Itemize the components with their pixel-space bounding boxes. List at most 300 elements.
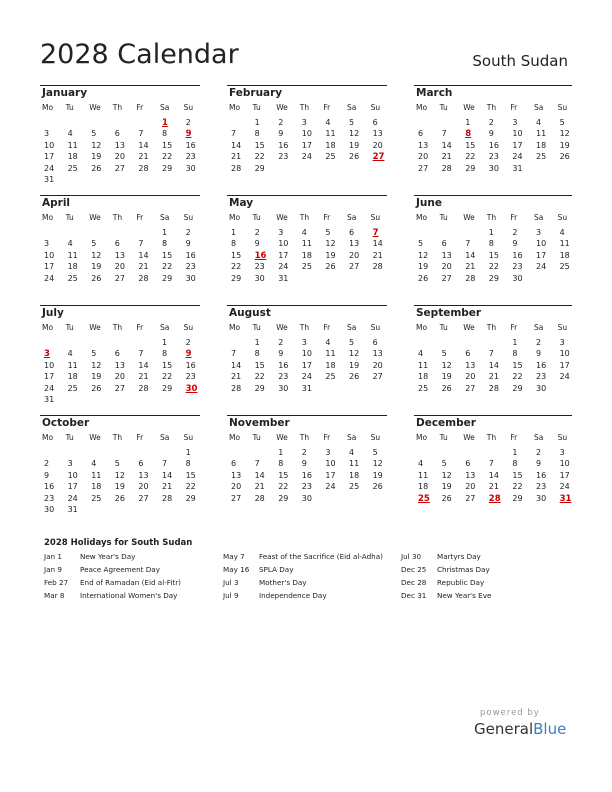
weekday-label: Th: [299, 103, 310, 112]
day-cell: 24: [325, 482, 336, 492]
weekday-label: Su: [183, 323, 194, 332]
month-december: [414, 415, 572, 518]
weekday-label: Mo: [416, 103, 428, 112]
day-cell: 21: [138, 372, 149, 382]
month-name: March: [416, 87, 453, 99]
month-march: [414, 85, 572, 188]
day-cell: 30: [185, 273, 196, 283]
day-cell: 28: [372, 262, 383, 272]
weekday-label: Tu: [439, 433, 448, 442]
weekday-label: Su: [557, 323, 568, 332]
holidays-title: 2028 Holidays for South Sudan: [44, 538, 193, 548]
holiday-date: Jan 1: [44, 552, 62, 561]
day-cell: 13: [114, 250, 125, 260]
month-name: August: [229, 307, 271, 319]
day-cell: 25: [536, 152, 547, 162]
holiday-day: 16: [254, 250, 267, 261]
day-cell: 25: [67, 383, 78, 393]
day-cell: 27: [418, 163, 429, 173]
day-cell: 4: [301, 228, 307, 237]
holiday-date: Dec 28: [401, 578, 427, 587]
day-cell: 3: [512, 118, 518, 127]
weekday-label: Su: [183, 213, 194, 222]
weekday-label: Fr: [136, 323, 144, 332]
day-cell: 5: [418, 239, 424, 249]
weekday-label: Su: [370, 103, 381, 112]
page-title: 2028 Calendar: [40, 39, 239, 70]
day-cell: 26: [114, 493, 125, 503]
day-cell: 27: [114, 163, 125, 173]
day-cell: 27: [465, 493, 476, 503]
weekday-label: Th: [486, 323, 497, 332]
day-cell: 19: [91, 262, 102, 272]
holiday-column-3: [401, 552, 571, 604]
day-cell: 7: [138, 129, 144, 139]
weekday-label: We: [89, 323, 101, 332]
day-cell: 14: [488, 360, 499, 370]
day-cell: 2: [278, 338, 284, 347]
day-cell: 15: [278, 470, 289, 480]
day-cell: 3: [44, 239, 50, 249]
weekday-label: We: [276, 103, 288, 112]
day-cell: 5: [441, 349, 447, 359]
holiday-name: Independence Day: [259, 591, 327, 600]
weekday-label: Mo: [229, 433, 241, 442]
day-cell: 13: [231, 470, 242, 480]
day-cell: 18: [418, 482, 429, 492]
day-cell: 9: [278, 129, 284, 139]
day-cell: 26: [349, 372, 360, 382]
day-cell: 11: [67, 360, 78, 370]
day-cell: 19: [91, 152, 102, 162]
day-cell: 28: [254, 493, 265, 503]
day-cell: 9: [44, 470, 50, 480]
day-cell: 17: [44, 152, 55, 162]
day-cell: 4: [536, 118, 542, 127]
day-cell: 2: [44, 459, 50, 469]
day-cell: 7: [441, 129, 447, 139]
day-cell: 13: [465, 470, 476, 480]
holiday-date: Dec 31: [401, 591, 427, 600]
day-cell: 8: [162, 349, 168, 359]
day-cell: 20: [372, 360, 383, 370]
weekday-label: Mo: [42, 323, 54, 332]
day-cell: 26: [441, 493, 452, 503]
day-cell: 2: [185, 228, 191, 237]
weekday-label: Mo: [229, 323, 241, 332]
day-cell: 2: [536, 338, 542, 347]
holiday-name: New Year's Eve: [437, 591, 492, 600]
day-cell: 22: [162, 372, 173, 382]
day-cell: 10: [559, 459, 570, 469]
day-cell: 5: [91, 129, 97, 139]
day-cell: 30: [512, 273, 523, 283]
weekday-label: Tu: [439, 103, 448, 112]
weekday-label: Tu: [439, 213, 448, 222]
day-cell: 25: [325, 372, 336, 382]
day-cell: 18: [67, 152, 78, 162]
day-cell: 21: [488, 372, 499, 382]
holiday-name: International Women's Day: [80, 591, 178, 600]
day-cell: 11: [301, 239, 312, 249]
day-cell: 15: [231, 250, 242, 260]
day-cell: 24: [559, 372, 570, 382]
weekday-label: Mo: [416, 323, 428, 332]
day-cell: 11: [67, 140, 78, 150]
day-cell: 19: [349, 360, 360, 370]
day-cell: 20: [465, 372, 476, 382]
day-cell: 14: [231, 140, 242, 150]
day-cell: 19: [91, 372, 102, 382]
weekday-label: Su: [370, 213, 381, 222]
weekday-label: We: [463, 103, 475, 112]
day-cell: 27: [231, 493, 242, 503]
day-cell: 21: [138, 152, 149, 162]
day-cell: 11: [559, 239, 570, 249]
day-cell: 15: [162, 360, 173, 370]
day-cell: 15: [162, 140, 173, 150]
holiday-row: [401, 552, 571, 565]
month-november: [227, 415, 387, 518]
holiday-date: Jan 9: [44, 565, 62, 574]
weekday-label: Fr: [323, 213, 331, 222]
month-august: [227, 305, 387, 408]
day-cell: 24: [559, 482, 570, 492]
day-cell: 26: [559, 152, 570, 162]
day-cell: 13: [441, 250, 452, 260]
month-name: December: [416, 417, 476, 429]
day-cell: 15: [185, 470, 196, 480]
weekday-label: Fr: [323, 323, 331, 332]
day-cell: 9: [301, 459, 307, 469]
weekday-label: Fr: [510, 433, 518, 442]
day-cell: 7: [488, 349, 494, 359]
day-cell: 27: [465, 383, 476, 393]
holiday-row: [223, 565, 398, 578]
day-cell: 10: [278, 239, 289, 249]
month-october: [40, 415, 200, 518]
day-cell: 12: [349, 349, 360, 359]
day-cell: 6: [465, 349, 471, 359]
holiday-row: [401, 591, 571, 604]
day-cell: 11: [536, 129, 547, 139]
day-cell: 7: [138, 349, 144, 359]
day-cell: 24: [301, 372, 312, 382]
weekday-label: We: [463, 323, 475, 332]
day-cell: 5: [349, 118, 355, 127]
day-cell: 31: [44, 175, 55, 184]
weekday-label: Th: [112, 433, 123, 442]
day-cell: 21: [254, 482, 265, 492]
day-cell: 26: [91, 383, 102, 393]
day-cell: 28: [231, 383, 242, 393]
day-cell: 2: [254, 228, 260, 237]
day-cell: 5: [372, 448, 378, 457]
day-cell: 9: [185, 239, 191, 249]
day-cell: 16: [536, 360, 547, 370]
weekday-label: Mo: [42, 433, 54, 442]
holiday-row: [401, 578, 571, 591]
day-cell: 22: [162, 262, 173, 272]
day-cell: 20: [114, 152, 125, 162]
day-cell: 12: [91, 140, 102, 150]
day-cell: 18: [301, 250, 312, 260]
weekday-label: Mo: [42, 103, 54, 112]
day-cell: 24: [301, 152, 312, 162]
day-cell: 31: [512, 163, 523, 173]
weekday-label: Fr: [510, 323, 518, 332]
day-cell: 29: [512, 383, 523, 393]
day-cell: 14: [372, 239, 383, 249]
day-cell: 18: [536, 140, 547, 150]
day-cell: 9: [278, 349, 284, 359]
weekday-label: Mo: [229, 213, 241, 222]
day-cell: 22: [512, 482, 523, 492]
day-cell: 22: [162, 152, 173, 162]
weekday-label: Th: [112, 103, 123, 112]
day-cell: 1: [512, 338, 518, 347]
day-cell: 13: [114, 360, 125, 370]
day-cell: 7: [162, 459, 168, 469]
month-february: [227, 85, 387, 188]
day-cell: 13: [465, 360, 476, 370]
day-cell: 26: [325, 262, 336, 272]
holiday-day: 28: [488, 493, 501, 504]
day-cell: 12: [372, 459, 383, 469]
day-cell: 13: [372, 129, 383, 139]
month-name: April: [42, 197, 71, 209]
day-cell: 19: [349, 140, 360, 150]
day-cell: 20: [465, 482, 476, 492]
day-cell: 16: [278, 360, 289, 370]
weekday-label: Fr: [136, 103, 144, 112]
day-cell: 6: [231, 459, 237, 469]
day-cell: 28: [441, 163, 452, 173]
day-cell: 14: [138, 360, 149, 370]
holiday-day: 1: [162, 118, 168, 128]
day-cell: 30: [536, 493, 547, 503]
day-cell: 17: [44, 372, 55, 382]
weekday-label: We: [89, 103, 101, 112]
day-cell: 14: [254, 470, 265, 480]
day-cell: 7: [254, 459, 260, 469]
day-cell: 23: [488, 152, 499, 162]
weekday-label: Th: [299, 323, 310, 332]
day-cell: 7: [488, 459, 494, 469]
day-cell: 11: [349, 459, 360, 469]
weekday-label: Sa: [534, 103, 544, 112]
day-cell: 20: [441, 262, 452, 272]
day-cell: 24: [44, 273, 55, 283]
day-cell: 10: [44, 250, 55, 260]
day-cell: 12: [441, 360, 452, 370]
day-cell: 6: [372, 338, 378, 347]
day-cell: 20: [349, 250, 360, 260]
country-name: South Sudan: [472, 52, 568, 70]
month-name: January: [42, 87, 88, 99]
brand-general: General: [474, 720, 534, 738]
day-cell: 12: [559, 129, 570, 139]
day-cell: 6: [372, 118, 378, 127]
day-cell: 17: [67, 482, 78, 492]
day-cell: 13: [114, 140, 125, 150]
weekday-label: Fr: [136, 213, 144, 222]
month-name: May: [229, 197, 254, 209]
day-cell: 2: [536, 448, 542, 457]
day-cell: 26: [349, 152, 360, 162]
weekday-label: Su: [557, 433, 568, 442]
day-cell: 16: [44, 482, 55, 492]
month-name: June: [416, 197, 442, 209]
day-cell: 10: [559, 349, 570, 359]
day-cell: 6: [114, 239, 120, 249]
day-cell: 10: [536, 239, 547, 249]
day-cell: 13: [349, 239, 360, 249]
day-cell: 16: [536, 470, 547, 480]
day-cell: 22: [488, 262, 499, 272]
day-cell: 21: [465, 262, 476, 272]
day-cell: 21: [372, 250, 383, 260]
holiday-date: Jul 9: [223, 591, 239, 600]
day-cell: 1: [254, 118, 260, 127]
day-cell: 29: [162, 383, 173, 393]
month-june: [414, 195, 572, 298]
day-cell: 1: [488, 228, 494, 237]
weekday-label: Mo: [416, 433, 428, 442]
day-cell: 1: [162, 228, 168, 237]
day-cell: 23: [185, 152, 196, 162]
day-cell: 30: [254, 273, 265, 283]
day-cell: 21: [138, 262, 149, 272]
day-cell: 15: [465, 140, 476, 150]
day-cell: 1: [278, 448, 284, 457]
weekday-label: Sa: [160, 213, 170, 222]
holiday-date: May 7: [223, 552, 245, 561]
day-cell: 16: [488, 140, 499, 150]
day-cell: 18: [67, 262, 78, 272]
holiday-row: [223, 578, 398, 591]
day-cell: 12: [349, 129, 360, 139]
day-cell: 3: [44, 129, 50, 139]
day-cell: 23: [536, 372, 547, 382]
holiday-day: 31: [559, 493, 572, 504]
day-cell: 22: [254, 152, 265, 162]
holiday-name: End of Ramadan (Eid al-Fitr): [80, 578, 181, 587]
weekday-label: Tu: [252, 433, 261, 442]
holiday-day: 7: [372, 228, 379, 238]
day-cell: 25: [418, 383, 429, 393]
day-cell: 14: [488, 470, 499, 480]
day-cell: 19: [325, 250, 336, 260]
holiday-date: Mar 8: [44, 591, 65, 600]
day-cell: 23: [254, 262, 265, 272]
day-cell: 26: [91, 163, 102, 173]
weekday-label: We: [276, 323, 288, 332]
holiday-row: [44, 578, 214, 591]
day-cell: 20: [114, 372, 125, 382]
weekday-label: Th: [299, 433, 310, 442]
day-cell: 21: [231, 372, 242, 382]
day-cell: 20: [418, 152, 429, 162]
day-cell: 8: [162, 129, 168, 139]
day-cell: 31: [44, 395, 55, 404]
day-cell: 19: [559, 140, 570, 150]
day-cell: 19: [441, 372, 452, 382]
weekday-label: Su: [557, 213, 568, 222]
day-cell: 10: [512, 129, 523, 139]
day-cell: 21: [231, 152, 242, 162]
day-cell: 11: [418, 360, 429, 370]
day-cell: 4: [91, 459, 97, 469]
weekday-label: Fr: [136, 433, 144, 442]
day-cell: 26: [418, 273, 429, 283]
day-cell: 4: [418, 459, 424, 469]
day-cell: 13: [418, 140, 429, 150]
weekday-label: Sa: [347, 323, 357, 332]
day-cell: 30: [185, 163, 196, 173]
day-cell: 30: [278, 383, 289, 393]
day-cell: 29: [488, 273, 499, 283]
day-cell: 4: [67, 239, 73, 249]
day-cell: 24: [67, 493, 78, 503]
day-cell: 13: [138, 470, 149, 480]
holiday-date: Feb 27: [44, 578, 69, 587]
day-cell: 16: [185, 140, 196, 150]
day-cell: 24: [44, 383, 55, 393]
day-cell: 27: [138, 493, 149, 503]
day-cell: 12: [325, 239, 336, 249]
day-cell: 5: [91, 349, 97, 359]
weekday-label: Fr: [323, 103, 331, 112]
day-cell: 17: [44, 262, 55, 272]
day-cell: 29: [254, 163, 265, 173]
generalblue-logo[interactable]: [474, 720, 566, 739]
day-cell: 1: [231, 228, 237, 237]
day-cell: 6: [418, 129, 424, 139]
day-cell: 3: [559, 448, 565, 457]
day-cell: 16: [301, 470, 312, 480]
day-cell: 15: [254, 360, 265, 370]
day-cell: 22: [465, 152, 476, 162]
day-cell: 29: [231, 273, 242, 283]
brand-blue: Blue: [533, 720, 567, 738]
holiday-column-2: [223, 552, 398, 604]
day-cell: 10: [44, 360, 55, 370]
day-cell: 4: [67, 349, 73, 359]
day-cell: 4: [418, 349, 424, 359]
holiday-day: 9: [185, 129, 192, 140]
day-cell: 5: [91, 239, 97, 249]
day-cell: 23: [44, 493, 55, 503]
day-cell: 22: [278, 482, 289, 492]
day-cell: 15: [512, 360, 523, 370]
day-cell: 1: [254, 338, 260, 347]
day-cell: 2: [488, 118, 494, 127]
day-cell: 28: [138, 273, 149, 283]
day-cell: 11: [325, 349, 336, 359]
weekday-label: Fr: [510, 103, 518, 112]
day-cell: 17: [512, 140, 523, 150]
weekday-label: Sa: [534, 213, 544, 222]
month-may: [227, 195, 387, 298]
day-cell: 23: [185, 372, 196, 382]
day-cell: 18: [325, 360, 336, 370]
day-cell: 5: [349, 338, 355, 347]
day-cell: 22: [254, 372, 265, 382]
holiday-row: [401, 565, 571, 578]
month-name: September: [416, 307, 482, 319]
day-cell: 9: [512, 239, 518, 249]
